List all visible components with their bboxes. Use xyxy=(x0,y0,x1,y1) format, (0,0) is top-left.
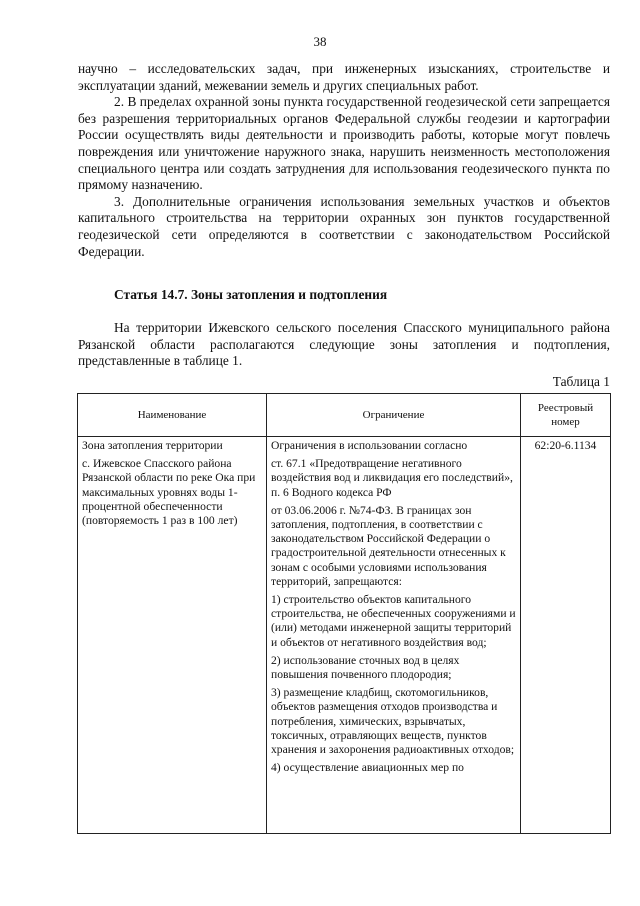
header-registry: Реестровый номер xyxy=(521,394,611,437)
restriction-line-4: 1) строительство объектов капитального строительства, не обеспеченных сооружениями и (или) методами инженерной защиты территорий и объектов от негативного воздействия вод; xyxy=(271,593,516,649)
table-caption: Таблица 1 xyxy=(552,374,610,389)
cell-registry-number: 62:20-6.1134 xyxy=(521,437,611,834)
table-header-row xyxy=(78,394,611,437)
page-number: 38 xyxy=(313,34,327,49)
restriction-line-6: 3) размещение кладбищ, скотомогильников, объектов размещения отходов производства и потребления, химических, взрывчатых, токсичных, отравляющих веществ, пунктов хранения и захоронения радиоактивных отходов; xyxy=(271,686,515,757)
intro-paragraph-2: 2. В пределах охранной зоны пункта государственной геодезической сети запрещается без разрешения территориальных органов Федеральной службы геодезии и картографии России осуществлять виды деятельности и производить работы, которые могут повлечь повреждения или уничтожение наружного знака, нарушить неизменность местоположения специального центра или создать затруднения для использования геодезического пункта по прямому назначению. xyxy=(78,94,610,193)
table-row xyxy=(78,437,611,834)
restriction-line-7: 4) осуществление авиационных мер по xyxy=(271,761,464,775)
restriction-line-2: ст. 67.1 «Предотвращение негативного воздействия вод и ликвидация его последствий», п. 6 Водного кодекса РФ xyxy=(271,457,513,499)
article-text xyxy=(78,320,610,370)
restrictions-table xyxy=(77,393,611,834)
intro-paragraph-1: научно – исследовательских задач, при инженерных изысканиях, строительстве и эксплуатации зданий, межевании земель и других специальных работ. xyxy=(78,61,610,93)
article-paragraph: На территории Ижевского сельского поселения Спасского муниципального района Рязанской области располагаются следующие зоны затопления и подтопления, представленные в таблице 1. xyxy=(78,320,610,369)
cell-zone-name xyxy=(78,437,267,834)
intro-paragraph-3: 3. Дополнительные ограничения использования земельных участков и объектов капитального строительства на территории охранных зон пунктов государственной геодезической сети определяются в соответствии с законодательством Российской Федерации. xyxy=(78,193,610,259)
cell-restriction xyxy=(267,437,521,834)
restriction-line-1: Ограничения в использовании согласно xyxy=(271,439,468,452)
zone-name-line-2: с. Ижевское Спасского района Рязанской области по реке Ока при максимальных уровнях воды 1-процентной обеспеченности (повторяемость 1 раз в 100 лет) xyxy=(82,457,256,528)
header-restriction: Ограничение xyxy=(267,394,521,437)
header-name: Наименование xyxy=(78,394,267,437)
restriction-line-3: от 03.06.2006 г. №74-ФЗ. В границах зон затопления, подтопления, в соответствии с законодательством Российской Федерации о градостроительной деятельности отнесенных к зонам с особыми условиями использования территорий, запрещаются: xyxy=(271,503,506,588)
zone-name-line-1: Зона затопления территории xyxy=(82,439,223,452)
article-heading: Статья 14.7. Зоны затопления и подтопления xyxy=(114,287,388,302)
intro-text xyxy=(78,61,610,260)
restriction-line-5: 2) использование сточных вод в целях повышения почвенного плодородия; xyxy=(271,653,460,682)
